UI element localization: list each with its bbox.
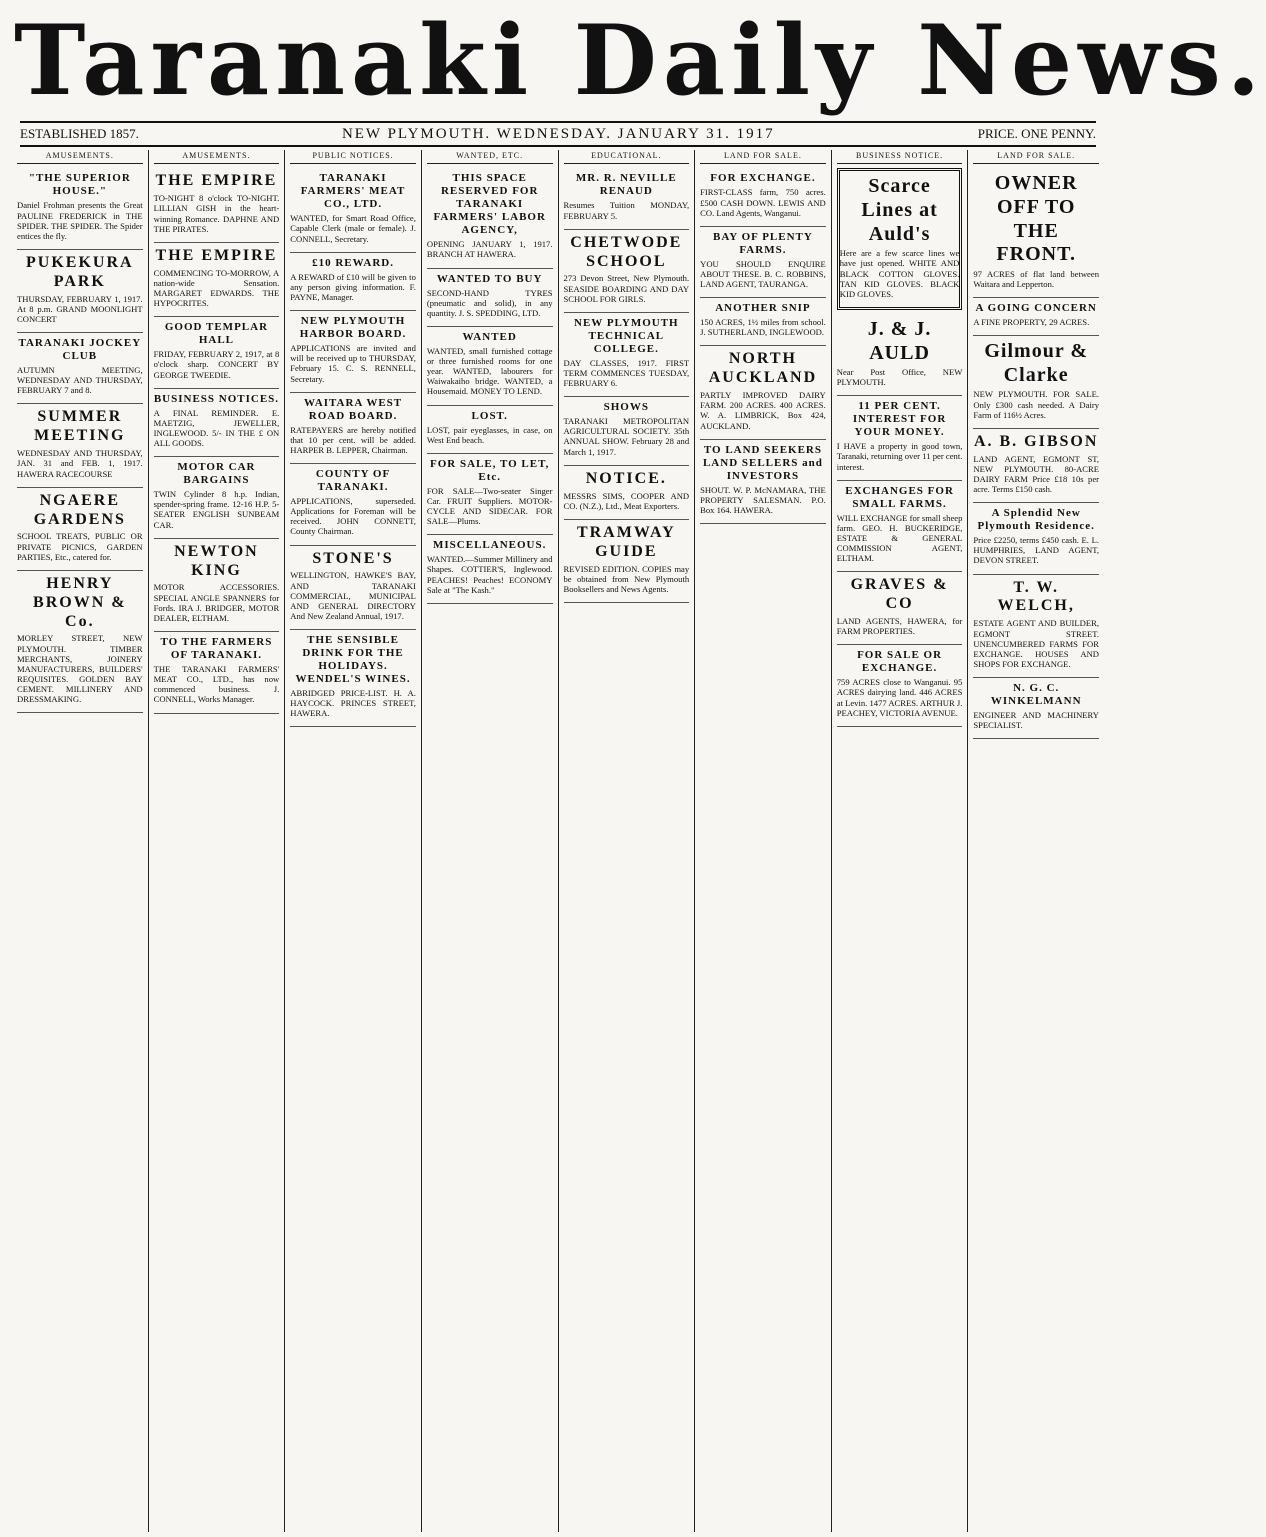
- ad-title: Scarce Lines at Auld's: [861, 175, 938, 245]
- ad-title: MISCELLANEOUS.: [433, 539, 547, 552]
- ad-title: THE EMPIRE: [155, 172, 278, 190]
- ad-body: OPENING JANUARY 1, 1917. BRANCH AT HAWERA.: [426, 239, 553, 260]
- ad-title: J. & J. AULD: [867, 317, 932, 364]
- ad-title: NOTICE.: [585, 469, 667, 487]
- ad-title: NORTH AUCKLAND: [708, 350, 818, 387]
- ad-body: TWIN Cylinder 8 h.p. Indian, spender-spring frame. 12-16 H.P. 5-SEATER ENGLISH SUNBEAM CAR.: [153, 489, 280, 530]
- ad-body: FIRST-CLASS farm, 750 acres. £500 CASH DOWN. LEWIS AND CO. Land Agents, Wanganui.: [700, 187, 826, 218]
- ad-body: A REWARD of £10 will be given to any person giving information. F. PAYNE, Manager.: [290, 271, 416, 303]
- ad-title: A Splendid New Plymouth Residence.: [977, 507, 1095, 533]
- ad: [973, 575, 1099, 678]
- ad: [154, 317, 280, 388]
- ad-title: EXCHANGES FOR SMALL FARMS.: [845, 484, 954, 510]
- ad: [290, 630, 416, 727]
- ad-body: A FINE PROPERTY, 29 ACRES.: [973, 317, 1090, 328]
- ad: [17, 250, 143, 333]
- ad-body: ESTATE AGENT AND BUILDER, EGMONT STREET. UNENCUMBERED FARMS FOR EXCHANGE. HOUSES AND SHOPS FOR EXCHANGE.: [973, 618, 1099, 669]
- ad-body: 759 ACRES close to Wanganui. 95 ACRES dairying land. 446 ACRES at Levin. 1477 ACRES. ARTHUR J. PEACHEY, VICTORIA AVENUE.: [836, 677, 963, 718]
- ad-title: MOTOR CAR BARGAINS: [177, 461, 256, 487]
- ad-title: WANTED TO BUY: [436, 272, 543, 285]
- ad: [154, 539, 280, 632]
- ad: [700, 298, 826, 346]
- ad-body: SHOUT. W. P. McNAMARA, THE PROPERTY SALESMAN. P.O. Box 164. HAWERA.: [700, 484, 826, 515]
- column-heading: BUSINESS NOTICE.: [837, 150, 963, 164]
- ad: [154, 632, 280, 714]
- ad: [564, 520, 690, 603]
- ad-body: WILL EXCHANGE for small sheep farm. GEO. H. BUCKERIDGE, ESTATE & GENERAL COMMISSION AGENT, ELTHAM.: [836, 512, 963, 564]
- ad-body: SECOND-HAND TYRES (pneumatic and solid), in any quantity. J. S. SPEDDING, LTD.: [426, 287, 553, 318]
- ad: [290, 546, 416, 631]
- ad-body: 273 Devon Street, New Plymouth. SEASIDE BOARDING AND DAY SCHOOL FOR GIRLS.: [563, 273, 690, 304]
- ad-title: £10 REWARD.: [312, 256, 395, 269]
- ad: [154, 243, 280, 317]
- ad-body: I HAVE a property in good town, Taranaki, returning over 11 per cent. interest.: [836, 441, 963, 472]
- ad-body: MOTOR ACCESSORIES. SPECIAL ANGLE SPANNERS for Fords. IRA J. BRIDGER, MOTOR DEALER, ELTHAM.: [153, 582, 280, 623]
- ad-body: THE TARANAKI FARMERS' MEAT CO., LTD., has now commenced business. J. CONNELL, Works Manager.: [153, 663, 280, 705]
- column-heading: AMUSEMENTS.: [154, 150, 280, 164]
- ad-title: WAITARA WEST ROAD BOARD.: [304, 396, 403, 422]
- column-heading: LAND FOR SALE.: [973, 150, 1099, 164]
- ad-title: 11 PER CENT. INTEREST FOR YOUR MONEY.: [852, 400, 947, 439]
- ad: [17, 168, 143, 250]
- column-8: [968, 150, 1104, 1532]
- ad: [427, 406, 553, 454]
- column-heading: LAND FOR SALE.: [700, 150, 826, 164]
- column-6: [695, 150, 832, 1532]
- ad-title: OWNER OFF TO THE FRONT.: [994, 172, 1078, 266]
- ad-title: TARANAKI FARMERS' MEAT CO., LTD.: [300, 172, 406, 211]
- ad-title: THE SENSIBLE DRINK FOR THE HOLIDAYS. WENDEL'S WINES.: [295, 634, 411, 685]
- ad-title: A GOING CONCERN: [975, 302, 1097, 315]
- ad-body: TARANAKI METROPOLITAN AGRICULTURAL SOCIETY. 35th ANNUAL SHOW. February 28 and March 1, 1917.: [563, 416, 690, 457]
- ad-title: FOR EXCHANGE.: [710, 172, 816, 185]
- ad: [973, 429, 1099, 503]
- ad-title: SUMMER MEETING: [34, 408, 126, 445]
- ad-body: FOR SALE—Two-seater Singer Car. FRUIT Suppliers. MOTOR-CYCLE AND SIDECAR. FOR SALE—Plums.: [426, 485, 553, 527]
- ad-title: BAY OF PLENTY FARMS.: [713, 230, 813, 256]
- ad-title: GRAVES & CO: [850, 576, 949, 613]
- ad-title: WANTED: [462, 330, 517, 343]
- ad-body: A FINAL REMINDER. E. MAETZIG, JEWELLER, INGLEWOOD. 5/- IN THE £ ON ALL GOODS.: [153, 407, 280, 449]
- ad-title: NEW PLYMOUTH HARBOR BOARD.: [299, 315, 407, 341]
- ad-title: A. B. GIBSON: [973, 432, 1099, 450]
- ad-body: MESSRS SIMS, COOPER AND CO. (N.Z.), Ltd., Meat Exporters.: [563, 490, 690, 511]
- ad: [837, 396, 963, 480]
- ad-body: Daniel Frohman presents the Great PAULINE FREDERICK in THE SPIDER. THE SPIDER. The Spider entices the fly.: [17, 200, 143, 241]
- ad: [700, 346, 826, 439]
- ad: [700, 440, 826, 524]
- columns-container: [12, 150, 1104, 1532]
- masthead-title: Taranaki Daily News.: [14, 4, 1266, 117]
- ad-title: ANOTHER SNIP: [715, 302, 811, 315]
- ad: [973, 168, 1099, 298]
- ad-title: STONE'S: [312, 549, 394, 567]
- ad-body: YOU SHOULD ENQUIRE ABOUT THESE. B. C. ROBBINS, LAND AGENT, TAURANGA.: [700, 258, 826, 290]
- ad: [973, 336, 1099, 429]
- ad-body: PARTLY IMPROVED DAIRY FARM. 200 ACRES. 400 ACRES. W. A. LIMBRICK, Box 424, AUCKLAND.: [700, 390, 826, 431]
- ad: [973, 503, 1099, 574]
- column-1: [12, 150, 149, 1532]
- column-heading: WANTED, ETC.: [427, 150, 553, 164]
- ad: [973, 298, 1099, 336]
- ad-body: MORLEY STREET, NEW PLYMOUTH. TIMBER MERCHANTS, JOINERY MANUFACTURERS, BUILDERS' REQUISITES. GOLDEN BAY CEMENT. MILLINERY AND DRESSMAKING.: [17, 633, 143, 705]
- column-7: [832, 150, 969, 1532]
- ad-body: AUTUMN MEETING, WEDNESDAY AND THURSDAY, FEBRUARY 7 and 8.: [17, 365, 143, 396]
- ad: [154, 168, 280, 242]
- column-5: [559, 150, 696, 1532]
- column-heading: EDUCATIONAL.: [564, 150, 690, 164]
- ad-title: COUNTY OF TARANAKI.: [315, 468, 391, 493]
- ad-title: TRAMWAY GUIDE: [576, 523, 676, 560]
- ad-body: NEW PLYMOUTH. FOR SALE. Only £300 cash needed. A Dairy Farm of 116½ Acres.: [973, 389, 1099, 420]
- ad: [700, 227, 826, 298]
- ad-body: WEDNESDAY AND THURSDAY, JAN. 31 and FEB. 1, 1917. HAWERA RACECOURSE: [17, 448, 143, 479]
- ad: [290, 464, 416, 546]
- ad: [564, 313, 690, 397]
- column-heading: PUBLIC NOTICES.: [290, 150, 416, 164]
- ad-title: "THE SUPERIOR HOUSE.": [28, 172, 131, 198]
- ad: [564, 168, 690, 229]
- ad-body: ENGINEER AND MACHINERY SPECIALIST.: [973, 710, 1099, 731]
- ad-body: LOST, pair eyeglasses, in case, on West End beach.: [426, 424, 553, 445]
- ad: [427, 168, 553, 268]
- ad-body: SCHOOL TREATS, PUBLIC OR PRIVATE PICNICS, GARDEN PARTIES, Etc., catered for.: [17, 531, 143, 562]
- established-text: ESTABLISHED 1857.: [20, 126, 139, 141]
- ad-title: HENRY BROWN & Co.: [33, 574, 127, 630]
- ad-body: Here are a few scarce lines we have just opened. WHITE AND BLACK COTTON GLOVES. TAN KID GLOVES. BLACK KID GLOVES.: [839, 248, 960, 299]
- ad: [427, 269, 553, 327]
- ad-body: 150 ACRES, 1½ miles from school. J. SUTHERLAND, INGLEWOOD.: [700, 317, 826, 338]
- ad-body: APPLICATIONS are invited and will be received up to THURSDAY, February 15. C. S. RENNELL, Secretary.: [290, 343, 416, 384]
- ad: [427, 327, 553, 406]
- ad: [290, 168, 416, 252]
- ad-body: THURSDAY, FEBRUARY 1, 1917. At 8 p.m. GRAND MOONLIGHT CONCERT: [17, 293, 143, 324]
- ad-title: FOR SALE OR EXCHANGE.: [857, 649, 943, 675]
- ad-body: WANTED, for Smart Road Office, Capable Clerk (male or female). J. CONNELL, Secretary.: [290, 213, 416, 244]
- ad: [837, 645, 963, 727]
- ad-title: GOOD TEMPLAR HALL: [164, 321, 269, 347]
- ad-body: Near Post Office, NEW PLYMOUTH.: [836, 367, 963, 388]
- ad: [837, 314, 963, 396]
- ad-title: T. W. WELCH,: [997, 578, 1075, 615]
- ad-body: RATEPAYERS are hereby notified that 10 per cent. will be added. HARPER B. LEPPER, Chairman.: [290, 424, 416, 455]
- dateline: [20, 121, 1096, 147]
- ad-title: PUKEKURA PARK: [26, 253, 134, 290]
- ad-title: N. G. C. WINKELMANN: [990, 682, 1082, 708]
- ad: [290, 311, 416, 393]
- ad-title: CHETWODE SCHOOL: [570, 233, 683, 270]
- ad-title: TARANAKI JOCKEY CLUB: [18, 337, 142, 363]
- ad: [17, 404, 143, 487]
- ad-title: NEW PLYMOUTH TECHNICAL COLLEGE.: [574, 316, 679, 355]
- ad-body: DAY CLASSES, 1917. FIRST TERM COMMENCES TUESDAY, FEBRUARY 6.: [563, 357, 690, 389]
- ad-body: WANTED.—Summer Millinery and Shapes. COTTIER'S, Inglewood. PEACHES! Peaches! ECONOMY Sale at "The Kash.": [426, 554, 553, 595]
- ad: [973, 678, 1099, 739]
- ad-title: TO THE FARMERS OF TARANAKI.: [160, 636, 273, 661]
- ad-title: SHOWS: [603, 401, 649, 414]
- column-3: [285, 150, 422, 1532]
- ad-title: NGAERE GARDENS: [33, 491, 126, 528]
- ad-title: THE EMPIRE: [155, 246, 278, 264]
- price-text: PRICE. ONE PENNY.: [977, 126, 1096, 141]
- ad: [564, 397, 690, 466]
- ad-body: LAND AGENTS, HAWERA, for FARM PROPERTIES.: [836, 616, 963, 637]
- ad: [564, 230, 690, 313]
- ad: [837, 168, 963, 309]
- ad: [17, 333, 143, 404]
- ad-body: Resumes Tuition MONDAY, FEBRUARY 5.: [563, 200, 690, 221]
- ad: [427, 454, 553, 536]
- ad-body: REVISED EDITION. COPIES may be obtained from New Plymouth Booksellers and News Agents.: [563, 563, 690, 594]
- ad-body: TO-NIGHT 8 o'clock TO-NIGHT. LILLIAN GISH in the heart-winning Romance. DAPHNE AND THE PIRATES.: [153, 193, 280, 234]
- ad-body: ABRIDGED PRICE-LIST. H. A. HAYCOCK. PRINCES STREET, HAWERA.: [290, 687, 416, 719]
- ad-body: COMMENCING TO-MORROW, A nation-wide Sensation. MARGARET EDWARDS. THE HYPOCRITES.: [153, 267, 280, 309]
- ad-body: 97 ACRES of flat land between Waitara and Lepperton.: [973, 268, 1099, 289]
- ad: [17, 488, 143, 571]
- ad: [17, 571, 143, 714]
- ad-body: Price £2250, terms £450 cash. E. L. HUMPHRIES, LAND AGENT, DEVON STREET.: [973, 535, 1099, 566]
- ad-title: THIS SPACE RESERVED FOR TARANAKI FARMERS' LABOR AGENCY,: [433, 172, 546, 237]
- ad: [564, 466, 690, 520]
- ad: [837, 481, 963, 573]
- ad: [290, 253, 416, 311]
- ad: [154, 457, 280, 539]
- column-2: [149, 150, 286, 1532]
- ad-body: WANTED, small furnished cottage or three furnished rooms for one year. WANTED, labourers for Waiwakaiho bridge. WANTED, a Housemaid. MONEY TO LEND.: [426, 345, 553, 397]
- ad-body: WELLINGTON, HAWKE'S BAY, AND TARANAKI COMMERCIAL, MUNICIPAL AND GENERAL DIRECTORY And New Zealand Annual, 1917.: [290, 570, 416, 621]
- ad: [837, 572, 963, 645]
- ad-body: FRIDAY, FEBRUARY 2, 1917, at 8 o'clock sharp. CONCERT BY GEORGE TWEEDIE.: [153, 349, 280, 380]
- ad: [154, 389, 280, 458]
- ad-title: TO LAND SEEKERS LAND SELLERS and INVESTORS: [702, 443, 823, 482]
- ad-title: Gilmour & Clarke: [984, 340, 1088, 386]
- ad-title: FOR SALE, TO LET, Etc.: [429, 457, 550, 483]
- place-date-text: NEW PLYMOUTH. WEDNESDAY. JANUARY 31. 1917: [341, 125, 775, 142]
- column-heading: AMUSEMENTS.: [17, 150, 143, 164]
- ad-title: NEWTON KING: [174, 542, 259, 579]
- ad-title: LOST.: [471, 409, 508, 422]
- ad: [290, 393, 416, 464]
- ad: [427, 535, 553, 604]
- ad-body: APPLICATIONS, superseded. Applications for Foreman will be received. JOHN CONNETT, County Chairman.: [290, 495, 416, 537]
- ad-title: MR. R. NEVILLE RENAUD: [575, 172, 677, 198]
- ad-title: BUSINESS NOTICES.: [153, 392, 280, 405]
- ad: [700, 168, 826, 226]
- column-4: [422, 150, 559, 1532]
- ad-body: LAND AGENT, EGMONT ST, NEW PLYMOUTH. 80-ACRE DAIRY FARM Price £18 10s per acre. Terms £150 cash.: [973, 453, 1099, 495]
